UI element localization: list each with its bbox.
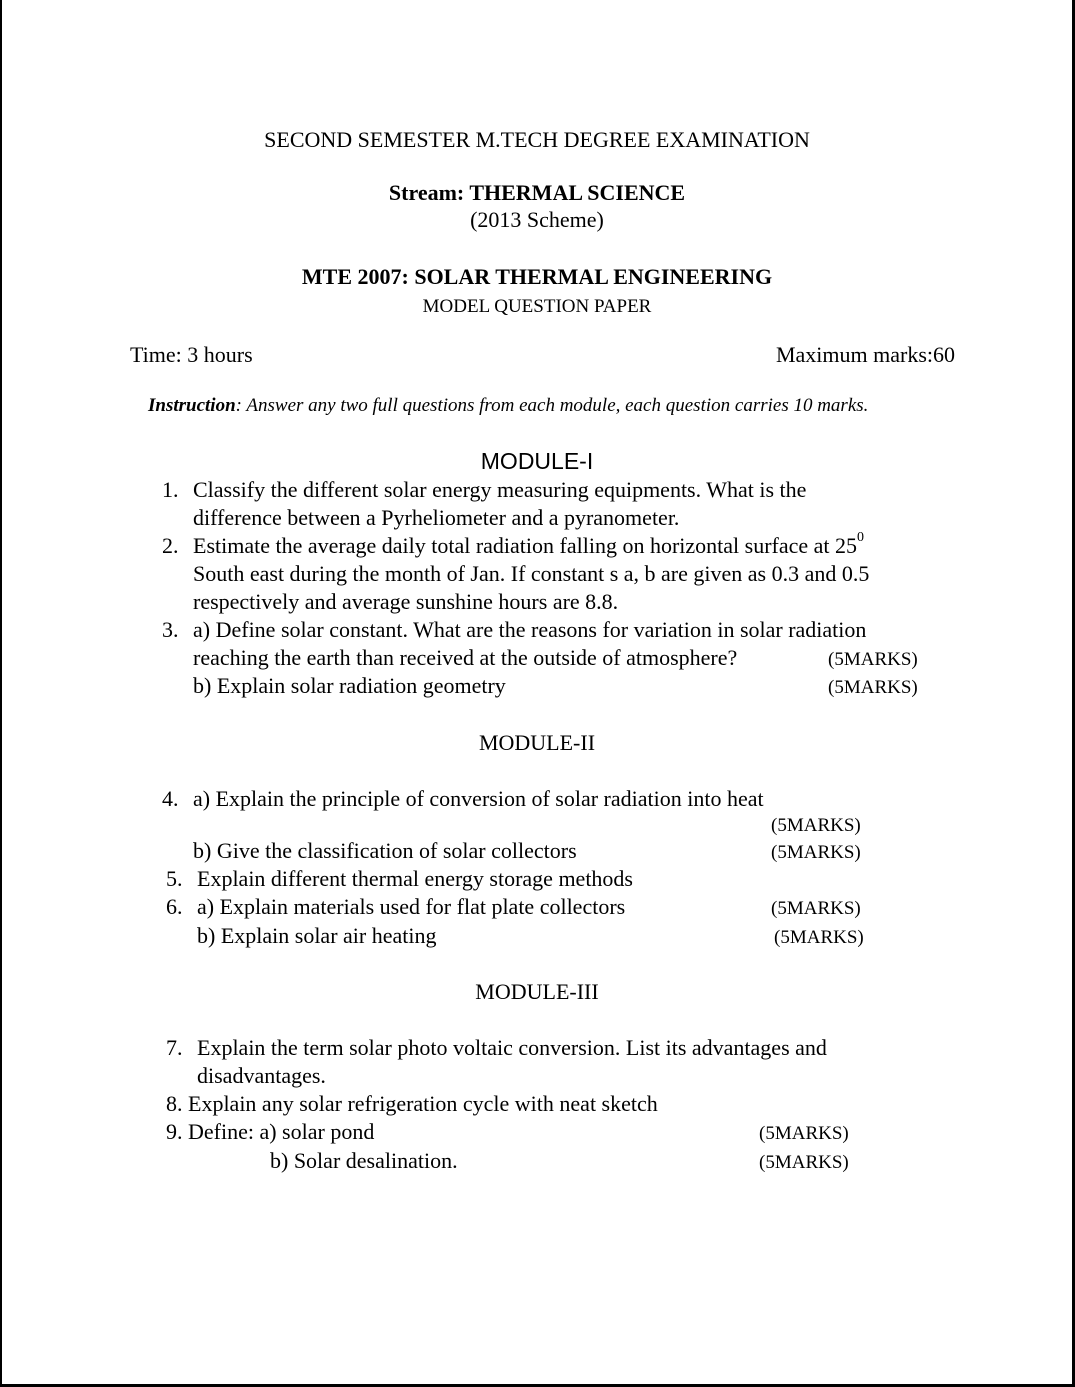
q5-text: Explain different thermal energy storage methods xyxy=(197,866,633,891)
time-label: Time: 3 hours xyxy=(130,342,253,367)
q3-line1: a) Define solar constant. What are the reasons for variation in solar radiation xyxy=(193,617,867,642)
q2-line3: respectively and average sunshine hours are 8.8. xyxy=(193,589,619,614)
q2-line1 xyxy=(193,530,865,558)
module-2-heading: MODULE-II xyxy=(478,730,596,755)
paper-type: MODEL QUESTION PAPER xyxy=(422,296,652,317)
q6-b-marks: (5MARKS) xyxy=(774,927,864,948)
q6-a-marks: (5MARKS) xyxy=(771,898,861,919)
q8-text: 8. Explain any solar refrigeration cycle with neat sketch xyxy=(166,1091,658,1116)
q4-b-marks: (5MARKS) xyxy=(771,842,861,863)
q4-a-marks: (5MARKS) xyxy=(771,815,861,836)
instruction xyxy=(148,396,868,415)
q2-line1-text: Estimate the average daily total radiation falling on horizontal surface at 25 xyxy=(193,533,858,558)
instruction-label: Instruction xyxy=(148,395,236,416)
q6-number: 6. xyxy=(166,894,183,919)
q9-b: b) Solar desalination. xyxy=(270,1148,458,1173)
stream-title: Stream: THERMAL SCIENCE xyxy=(388,180,686,205)
course-title: MTE 2007: SOLAR THERMAL ENGINEERING xyxy=(301,264,773,289)
instruction-text: : Answer any two full questions from each module, each question carries 10 marks. xyxy=(235,395,869,416)
q4-number: 4. xyxy=(162,786,179,811)
scheme-label: (2013 Scheme) xyxy=(470,207,604,232)
q9-a: 9. Define: a) solar pond xyxy=(166,1119,375,1144)
q2-degree-superscript: 0 xyxy=(857,530,865,545)
exam-title: SECOND SEMESTER M.TECH DEGREE EXAMINATION xyxy=(264,127,810,152)
q3-number: 3. xyxy=(162,617,179,642)
q6-b: b) Explain solar air heating xyxy=(197,923,437,948)
q4-a: a) Explain the principle of conversion of solar radiation into heat xyxy=(193,786,764,811)
max-marks-label: Maximum marks:60 xyxy=(775,342,955,367)
q5-number: 5. xyxy=(166,866,183,891)
q3-line2: reaching the earth than received at the outside of atmosphere? xyxy=(193,645,738,670)
q7-line2: disadvantages. xyxy=(197,1063,326,1088)
q2-number: 2. xyxy=(162,533,179,558)
q1-line2: difference between a Pyrheliometer and a pyranometer. xyxy=(193,505,680,530)
q3-line2-marks: (5MARKS) xyxy=(828,649,918,670)
q4-b: b) Give the classification of solar collectors xyxy=(193,838,577,863)
q3-line3-marks: (5MARKS) xyxy=(828,677,918,698)
q3-line3: b) Explain solar radiation geometry xyxy=(193,673,506,698)
q9-a-marks: (5MARKS) xyxy=(759,1123,849,1144)
q7-line1: Explain the term solar photo voltaic conversion. List its advantages and xyxy=(197,1035,827,1060)
q1-number: 1. xyxy=(162,477,179,502)
module-3-heading: MODULE-III xyxy=(475,979,599,1004)
q6-a: a) Explain materials used for flat plate collectors xyxy=(197,894,626,919)
q2-line2: South east during the month of Jan. If constant s a, b are given as 0.3 and 0.5 xyxy=(193,561,870,586)
q7-number: 7. xyxy=(166,1035,183,1060)
q1-line1: Classify the different solar energy measuring equipments. What is the xyxy=(193,477,807,502)
q9-b-marks: (5MARKS) xyxy=(759,1152,849,1173)
module-1-heading: MODULE-I xyxy=(480,448,594,474)
